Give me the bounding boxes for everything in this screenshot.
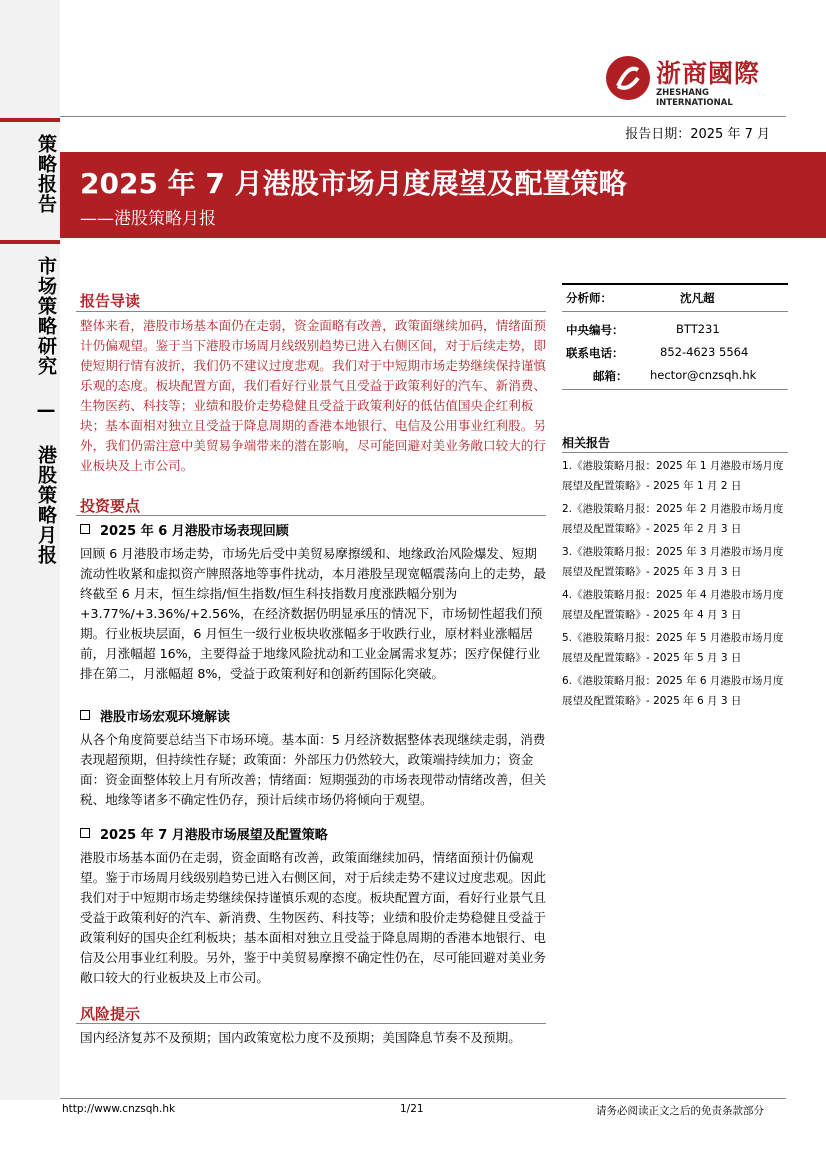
analyst-label: 分析师： [566, 291, 612, 305]
checkbox-bullet-icon [80, 524, 90, 534]
analyst-phone: 852-4623 5564 [660, 345, 749, 359]
related-report-5[interactable]: 5.《港股策略月报：2025 年 5 月港股市场月度展望及配置策略》- 2025 年 5 月 3 日 [562, 632, 784, 664]
footer-rule [60, 1098, 786, 1099]
risk-heading: 风险提示 [80, 1005, 141, 1023]
point-text-2: 从各个角度简要总结当下市场环境。基本面：5 月经济数据整体表现继续走弱，消费表现超预期，但持续性存疑；政策面：外部压力仍然较大，政策端持续加力；资金面：资金面整体较上月有所改善；情绪面：短期强劲的市场表现带动情绪改善，但关税、地缘等诸多不确定性仍存，预计后续市场仍将倾向于观望。 [80, 732, 546, 807]
investment-heading: 投资要点 [80, 497, 141, 515]
point-title-1: 2025 年 6 月港股市场表现回顾 [80, 520, 289, 539]
point-text-1: 回顾 6 月港股市场走势，市场先后受中美贸易摩擦缓和、地缘政治风险爆发、短期流动性收紧和虚拟资产牌照落地等事件扰动，本月港股呈现宽幅震荡向上的走势，最终截至 6 月末，恒生综指/恒生指数/恒生科技指数月度涨跌幅分别为+3.77%/+3.36%/+2.56%，在经济数据仍明显承压的情况下，市场韧性超我们预期。行业板块层面，6 月恒生一级行业板块收涨幅多于收跌行业，原材料业涨幅居前，月涨幅超 16%，主要得益于地缘风险扰动和工业金属需求复苏；医疗保健行业排在第二，月涨幅超 8%，受益于政策利好和创新药国际化突破。 [80, 546, 546, 681]
analyst-phone-label: 联系电话： [566, 346, 624, 360]
header-rule [60, 116, 786, 117]
analyst-id: BTT231 [676, 322, 720, 336]
footer-disclaimer: 请务必阅读正文之后的免责条款部分 [596, 1105, 764, 1117]
checkbox-bullet-icon [80, 710, 90, 720]
section-rule [76, 311, 546, 312]
section-rule [76, 515, 546, 516]
analyst-email[interactable]: hector@cnzsqh.hk [650, 368, 757, 382]
analyst-rule [562, 311, 788, 312]
report-date: 报告日期：2025 年 7 月 [625, 127, 770, 142]
logo-name-en: ZHESHANG INTERNATIONAL [656, 88, 733, 108]
left-category-strip [0, 0, 60, 1100]
logo-mark-icon [606, 56, 650, 100]
related-report-1[interactable]: 1.《港股策略月报：2025 年 1 月港股市场月度展望及配置策略》- 2025 年 1 月 2 日 [562, 460, 784, 492]
logo-name-cn: 浙商國際 [656, 59, 761, 88]
analyst-bottom-rule [562, 389, 788, 390]
related-heading: 相关报告 [562, 436, 611, 450]
report-title: 2025 年 7 月港股市场月度展望及配置策略 [80, 167, 627, 200]
risk-text: 国内经济复苏不及预期；国内政策宽松力度不及预期；美国降息节奏不及预期。 [80, 1030, 521, 1045]
point-title-2: 港股市场宏观环境解读 [80, 706, 230, 725]
footer-url[interactable]: http://www.cnzsqh.hk [62, 1103, 176, 1115]
guide-text: 整体来看，港股市场基本面仍在走弱，资金面略有改善，政策面继续加码，情绪面预计仍偏观望。鉴于当下港股市场周月线级别趋势已进入右侧区间，对于后续走势，即使短期行情有波折，我们仍不建议过度悲观。我们对于中短期市场走势继续保持谨慎乐观的态度。板块配置方面，我们看好行业景气且受益于政策利好的汽车、新消费、生物医药、科技等；业绩和股价走势稳健且受益于政策利好的低估值国央企红利板块；基本面相对独立且受益于降息周期的香港本地银行、电信及公用事业红利股。另外，我们仍需注意中美贸易争端带来的潜在影响，尽可能回避对美业务敞口较大的行业板块及上市公司。 [80, 318, 546, 473]
related-report-3[interactable]: 3.《港股策略月报：2025 年 3 月港股市场月度展望及配置策略》- 2025 年 3 月 3 日 [562, 546, 784, 578]
company-logo [606, 54, 772, 110]
point-text-3: 港股市场基本面仍在走弱，资金面略有改善，政策面继续加码，情绪面预计仍偏观望。鉴于市场周月线级别趋势已进入右侧区间，对于后续走势不建议过度悲观。因此我们对于中短期市场走势继续保持谨慎乐观的态度。板块配置方面，看好行业景气且受益于政策利好的汽车、新消费、生物医药、科技等；业绩和股价走势稳健且受益于政策利好的国央企红利板块；基本面相对独立且受益于降息周期的香港本地银行、电信及公用事业红利股。另外，鉴于中美贸易摩擦不确定性仍在，尽可能回避对美业务敞口较大的行业板块及上市公司。 [80, 850, 546, 985]
analyst-top-rule [562, 283, 788, 285]
checkbox-bullet-icon [80, 828, 90, 838]
related-report-2[interactable]: 2.《港股策略月报：2025 年 2 月港股市场月度展望及配置策略》- 2025 年 2 月 3 日 [562, 503, 784, 535]
guide-heading: 报告导读 [80, 292, 141, 310]
topic-label: 市场策略研究 — 港股策略月报 [35, 256, 57, 565]
related-rule [562, 452, 788, 453]
report-subtitle: ——港股策略月报 [80, 209, 216, 229]
point-title-3: 2025 年 7 月港股市场展望及配置策略 [80, 824, 328, 843]
analyst-name: 沈凡超 [680, 291, 715, 305]
page-number: 1/21 [400, 1103, 424, 1115]
analyst-email-label: 邮箱： [593, 369, 628, 383]
category-label: 策略报告 [35, 134, 57, 214]
analyst-id-label: 中央编号： [566, 323, 624, 337]
strip-divider [0, 118, 60, 122]
section-rule [76, 1023, 546, 1024]
strip-divider [0, 240, 60, 244]
related-report-6[interactable]: 6.《港股策略月报：2025 年 6 月港股市场月度展望及配置策略》- 2025 年 6 月 3 日 [562, 675, 784, 707]
related-report-4[interactable]: 4.《港股策略月报：2025 年 4 月港股市场月度展望及配置策略》- 2025 年 4 月 3 日 [562, 589, 784, 621]
